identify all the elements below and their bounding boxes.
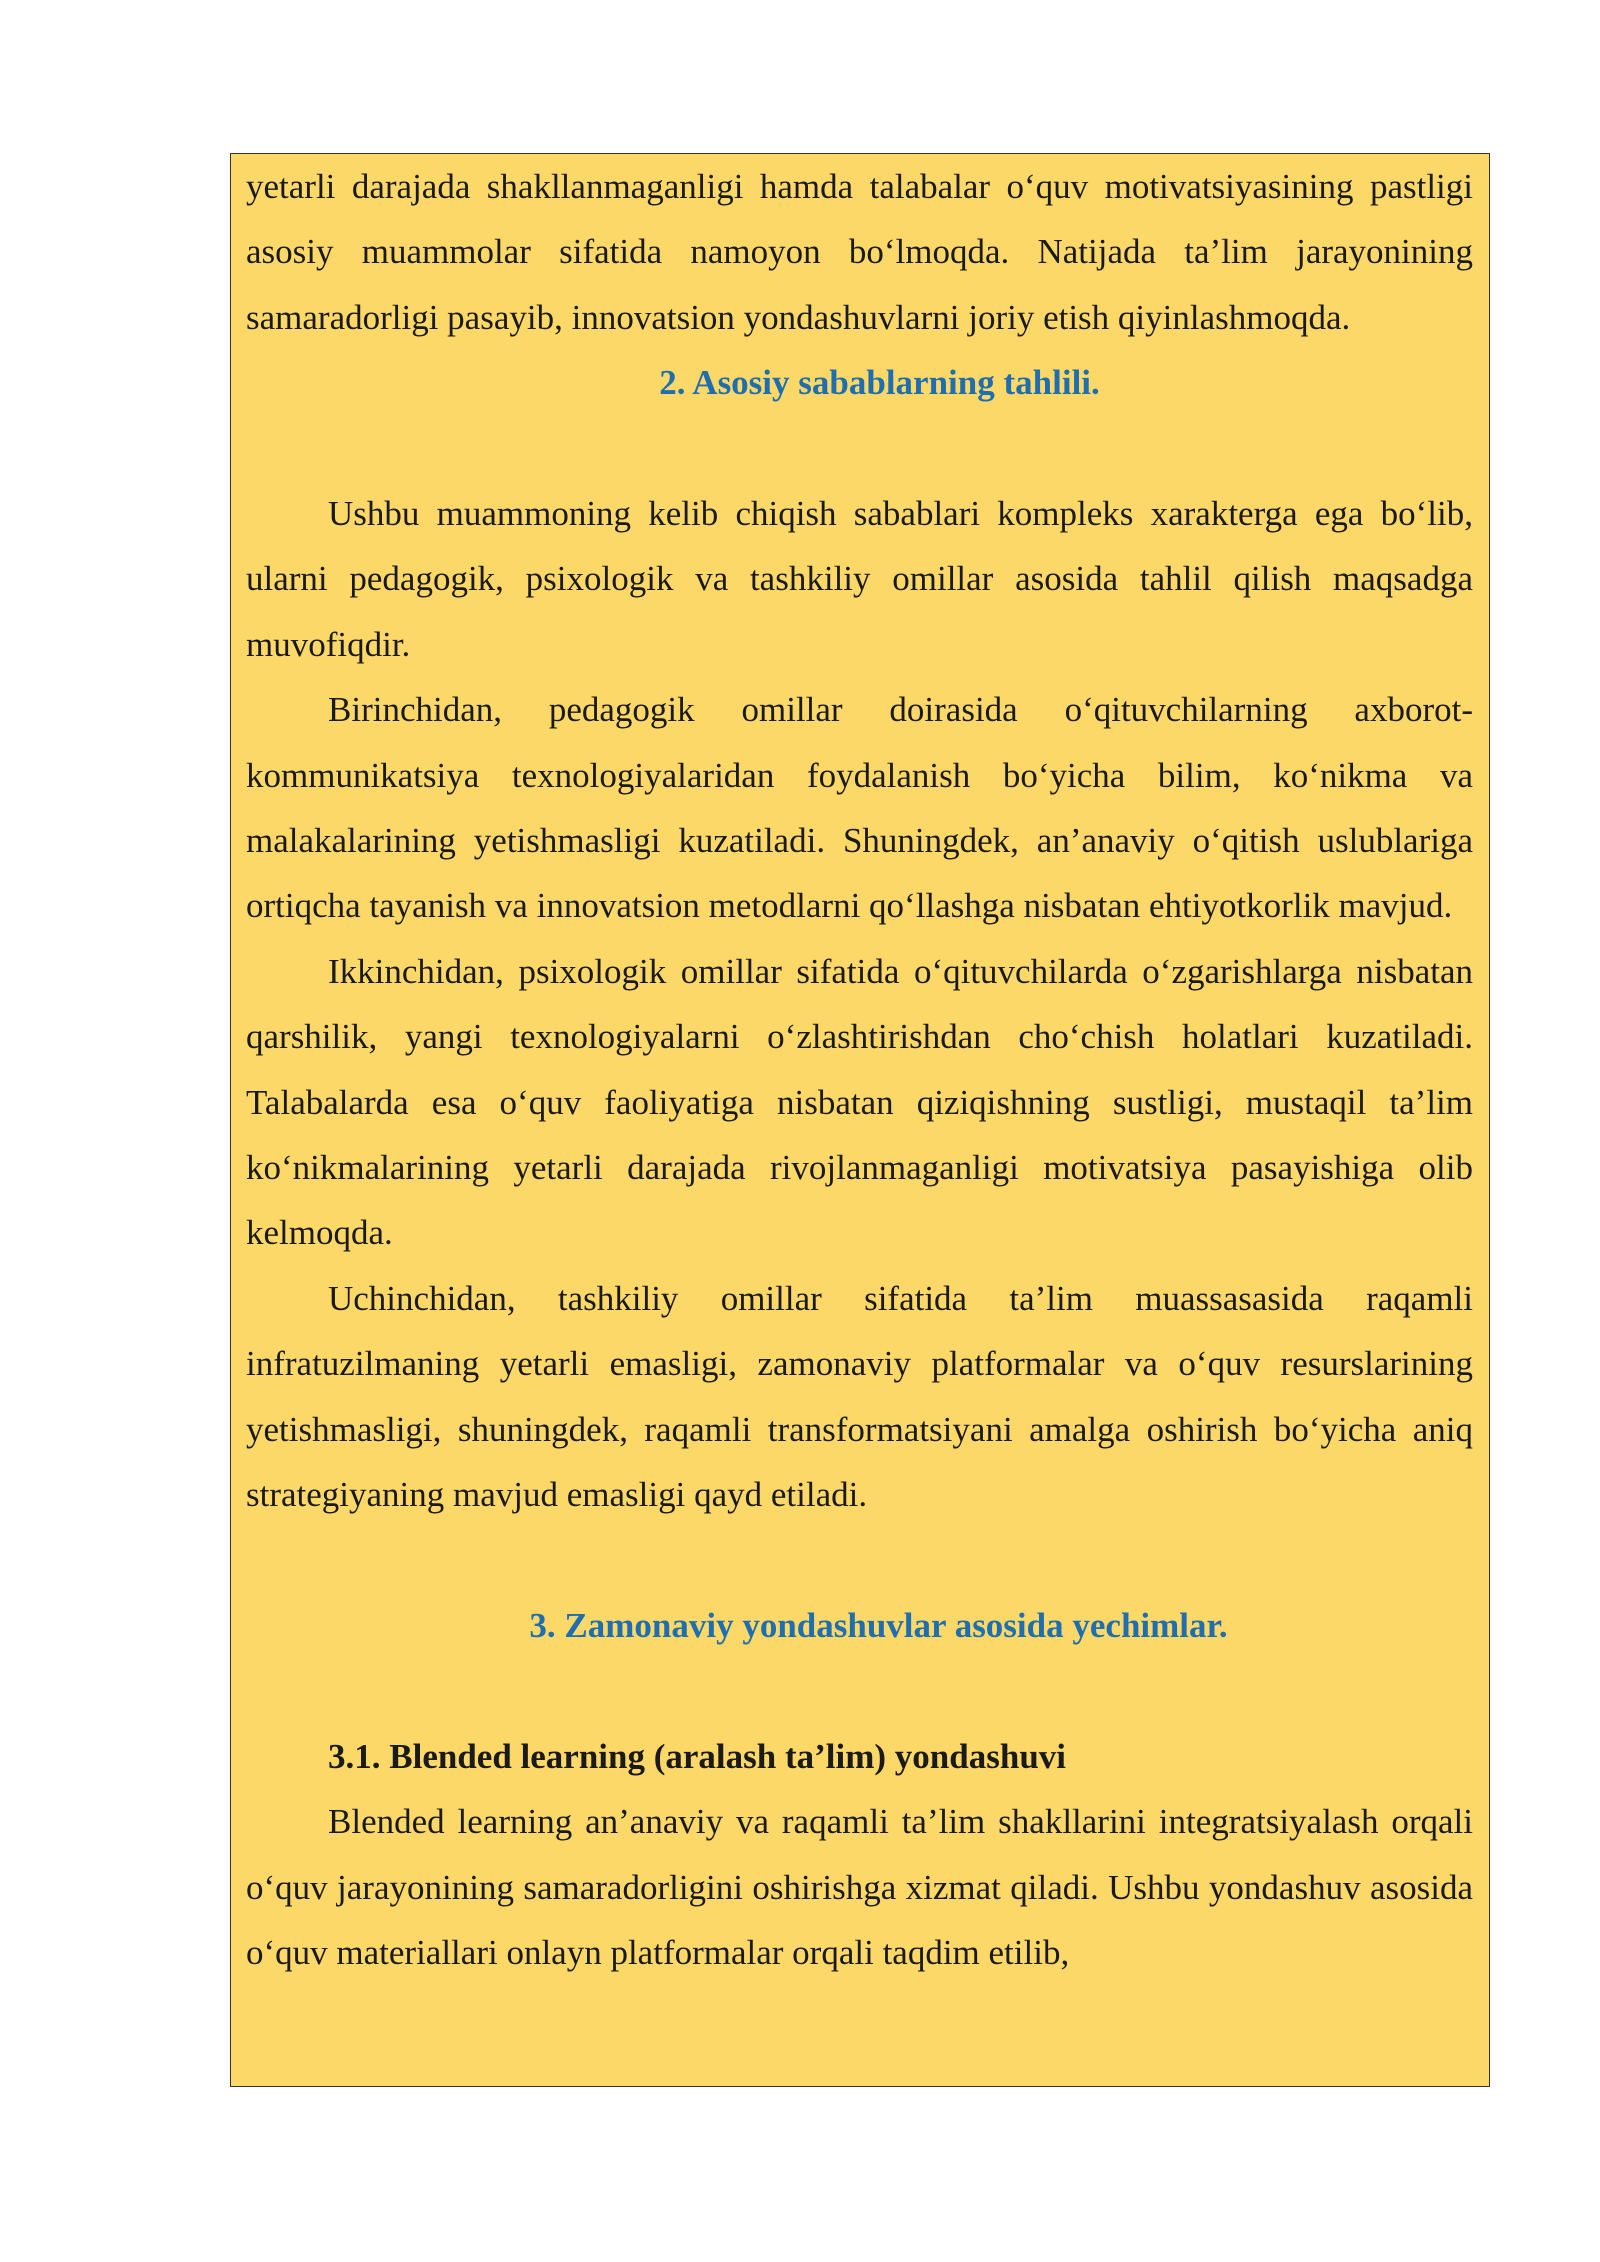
section-3-heading: 3. Zamonaviy yondashuvlar asosida yechimlar. <box>529 1605 1228 1645</box>
text-frame <box>230 153 1490 2087</box>
paragraph-blended-learning: Blended learning an’anaviy va raqamli ta’lim shakllarini integratsiyalash orqali o‘quv jarayonining samaradorligini oshirishga xizmat qiladi. Ushbu yondashuv asosida o‘quv materiallari onlayn platformalar orqali taqdim etilib, <box>246 1802 1473 1972</box>
paragraph-intro: Ushbu muammoning kelib chiqish sabablari kompleks xarakterga ega bo‘lib, ularni pedagogik, psixologik va tashkiliy omillar asosida tahlil qilish maqsadga muvofiqdir. <box>246 494 1473 664</box>
spacer <box>246 416 1473 481</box>
section-2-heading: 2. Asosiy sabablarning tahlili. <box>659 363 1100 403</box>
paragraph-organizational-factors: Uchinchidan, tashkiliy omillar sifatida ta’lim muassasasida raqamli infratuzilmaning yetarli emasligi, zamonaviy platformalar va o‘quv resurslarining yetishmasligi, shuningdek, raqamli transformatsiyani amalga oshirish bo‘yicha aniq strategiyaning mavjud emasligi qayd etiladi. <box>246 1278 1473 1515</box>
spacer <box>246 1658 1473 1723</box>
spacer <box>246 1528 1473 1593</box>
subsection-3-1-heading: 3.1. Blended learning (aralash ta’lim) yondashuvi <box>328 1736 1067 1776</box>
paragraph-psychological-factors: Ikkinchidan, psixologik omillar sifatida o‘qituvchilarda o‘zgarishlarga nisbatan qarshilik, yangi texnologiyalarni o‘zlashtirishdan cho‘chish holatlari kuzatiladi. Talabalarda esa o‘quv faoliyatiga nisbatan qiziqishning sustligi, mustaqil ta’lim ko‘nikmalarining yetarli darajada rivojlanmaganligi motivatsiya pasayishiga olib kelmoqda. <box>246 951 1473 1253</box>
paragraph-pedagogical-factors: Birinchidan, pedagogik omillar doirasida o‘qituvchilarning axborot-kommunikatsiya texnologiyalaridan foydalanish bo‘yicha bilim, ko‘nikma va malakalarining yetishmasligi kuzatiladi. Shuningdek, an’anaviy o‘qitish uslublariga ortiqcha tayanish va innovatsion metodlarni qo‘llashga nisbatan ehtiyotkorlik mavjud. <box>246 690 1473 926</box>
continuation-paragraph: yetarli darajada shakllanmaganligi hamda talabalar o‘quv motivatsiyasining pastligi asosiy muammolar sifatida namoyon bo‘lmoqda. Natijada ta’lim jarayonining samaradorligi pasayib, innovatsion yondashuvlarni joriy etish qiyinlashmoqda. <box>246 167 1473 337</box>
